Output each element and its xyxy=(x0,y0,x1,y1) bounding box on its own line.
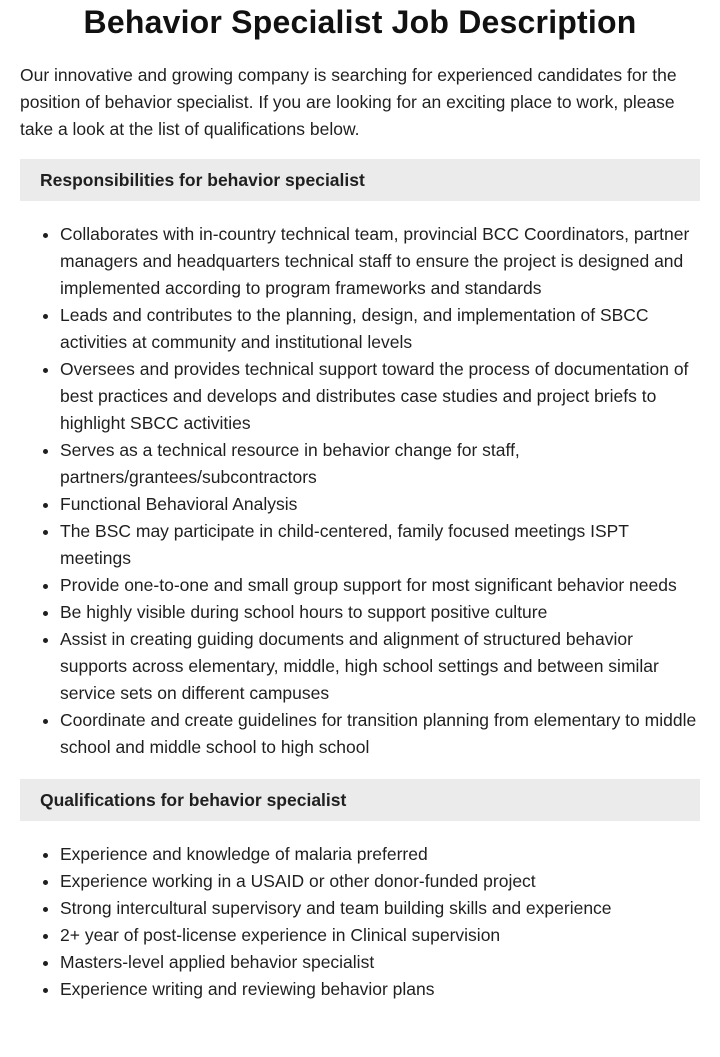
list-item: Collaborates with in-country technical team, provincial BCC Coordinators, partner managers and headquarters technical staff to ensure the project is designed and implemented according to program frameworks and standards xyxy=(60,221,700,302)
list-item: Coordinate and create guidelines for transition planning from elementary to middle school and middle school to high school xyxy=(60,707,700,761)
list-item: Leads and contributes to the planning, design, and implementation of SBCC activities at community and institutional levels xyxy=(60,302,700,356)
responsibilities-heading: Responsibilities for behavior specialist xyxy=(20,159,700,201)
list-item: The BSC may participate in child-centered, family focused meetings ISPT meetings xyxy=(60,518,700,572)
list-item: Oversees and provides technical support toward the process of documentation of best practices and develops and distributes case studies and project briefs to highlight SBCC activities xyxy=(60,356,700,437)
list-item: Experience and knowledge of malaria preferred xyxy=(60,841,700,868)
list-item: Strong intercultural supervisory and team building skills and experience xyxy=(60,895,700,922)
list-item: 2+ year of post-license experience in Clinical supervision xyxy=(60,922,700,949)
list-item: Functional Behavioral Analysis xyxy=(60,491,700,518)
list-item: Experience writing and reviewing behavior plans xyxy=(60,976,700,1003)
list-item: Experience working in a USAID or other donor-funded project xyxy=(60,868,700,895)
list-item: Assist in creating guiding documents and alignment of structured behavior supports across elementary, middle, high school settings and between similar service sets on different campuses xyxy=(60,626,700,707)
list-item: Be highly visible during school hours to support positive culture xyxy=(60,599,700,626)
qualifications-list xyxy=(20,841,700,1003)
list-item: Provide one-to-one and small group support for most significant behavior needs xyxy=(60,572,700,599)
responsibilities-list xyxy=(20,221,700,761)
qualifications-heading: Qualifications for behavior specialist xyxy=(20,779,700,821)
list-item: Masters-level applied behavior specialist xyxy=(60,949,700,976)
page-title: Behavior Specialist Job Description xyxy=(83,4,637,40)
intro-paragraph: Our innovative and growing company is searching for experienced candidates for the position of behavior specialist. If you are looking for an exciting place to work, please take a look at the list of qualifications below. xyxy=(20,65,677,139)
list-item: Serves as a technical resource in behavior change for staff, partners/grantees/subcontractors xyxy=(60,437,700,491)
